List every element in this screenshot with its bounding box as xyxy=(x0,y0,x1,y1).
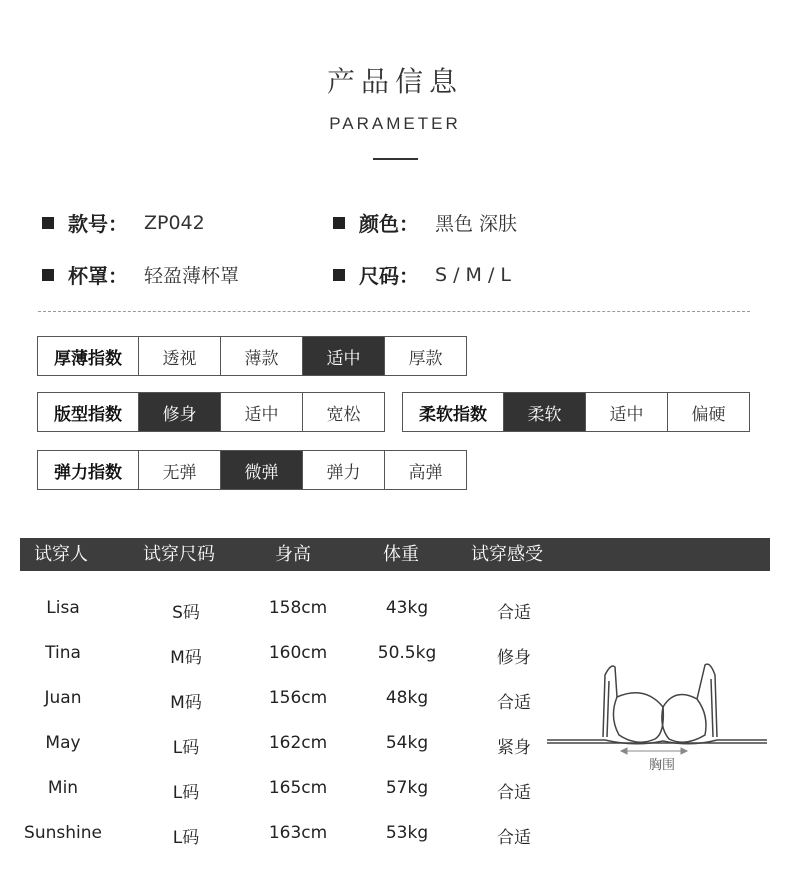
cell-weight: 43kg xyxy=(385,598,429,618)
cell-tester: Lisa xyxy=(46,598,80,618)
cell-tester: Min xyxy=(47,778,79,798)
cell-feel: 合适 xyxy=(497,783,531,803)
cell-height: 163cm xyxy=(268,823,328,843)
bullet-square-icon xyxy=(333,269,345,281)
cell-height: 158cm xyxy=(268,598,328,618)
cell-size: S码 xyxy=(172,603,200,623)
cell-tester: May xyxy=(45,733,81,753)
info-value: S / M / L xyxy=(435,263,511,286)
chest-label: 胸围 xyxy=(649,758,676,773)
dashed-divider xyxy=(38,311,750,312)
cell-feel: 修身 xyxy=(497,648,531,668)
page-title: 产品信息 xyxy=(326,65,463,98)
title-divider xyxy=(373,158,418,160)
cell-weight: 50.5kg xyxy=(377,643,437,663)
cell-size: L码 xyxy=(172,828,200,848)
rating-label: 版型指数 xyxy=(54,404,122,425)
rating-label: 弹力指数 xyxy=(54,462,122,483)
cell-tester: Tina xyxy=(45,643,81,663)
info-key: 款号： xyxy=(68,212,128,236)
rating-option: 适中 xyxy=(220,393,302,431)
info-style-number xyxy=(42,208,205,237)
rating-option: 高弹 xyxy=(384,451,466,489)
cell-size: M码 xyxy=(170,693,202,713)
cell-size: L码 xyxy=(172,738,200,758)
rating-option: 宽松 xyxy=(302,393,384,431)
rating-fit xyxy=(37,392,385,432)
cell-size: L码 xyxy=(172,783,200,803)
info-value: 轻盈薄杯罩 xyxy=(144,265,240,287)
cell-tester: Sunshine xyxy=(24,823,102,843)
cell-height: 165cm xyxy=(268,778,328,798)
rating-label: 柔软指数 xyxy=(419,404,487,425)
bra-diagram-icon xyxy=(545,655,770,784)
rating-option: 偏硬 xyxy=(667,393,749,431)
rating-option-selected: 修身 xyxy=(138,393,220,431)
cell-weight: 53kg xyxy=(385,823,429,843)
cell-feel: 紧身 xyxy=(497,738,531,758)
rating-option-selected: 柔软 xyxy=(503,393,585,431)
column-header: 体重 xyxy=(383,544,419,565)
info-color xyxy=(333,208,517,237)
info-cup xyxy=(42,260,239,289)
cell-feel: 合适 xyxy=(497,693,531,713)
info-key: 颜色： xyxy=(359,212,419,236)
info-key: 杯罩： xyxy=(68,264,128,288)
info-value: ZP042 xyxy=(144,211,205,234)
rating-option: 透视 xyxy=(138,337,220,375)
column-header: 试穿尺码 xyxy=(143,544,215,565)
info-size xyxy=(333,260,511,289)
rating-option: 薄款 xyxy=(220,337,302,375)
page-subtitle: PARAMETER xyxy=(329,114,461,133)
bullet-square-icon xyxy=(42,217,54,229)
rating-label: 厚薄指数 xyxy=(54,348,122,369)
rating-option: 厚款 xyxy=(384,337,466,375)
cell-weight: 54kg xyxy=(385,733,429,753)
cell-tester: Juan xyxy=(44,688,82,708)
cell-size: M码 xyxy=(170,648,202,668)
table-header xyxy=(20,538,770,571)
cell-height: 162cm xyxy=(268,733,328,753)
cell-height: 160cm xyxy=(268,643,328,663)
bullet-square-icon xyxy=(333,217,345,229)
cell-weight: 48kg xyxy=(385,688,429,708)
bullet-square-icon xyxy=(42,269,54,281)
rating-option: 无弹 xyxy=(138,451,220,489)
column-header: 试穿感受 xyxy=(471,544,543,565)
cell-feel: 合适 xyxy=(497,603,531,623)
cell-weight: 57kg xyxy=(385,778,429,798)
info-key: 尺码： xyxy=(359,264,419,288)
info-value: 黑色 深肤 xyxy=(435,213,518,235)
rating-option-selected: 适中 xyxy=(302,337,384,375)
cell-feel: 合适 xyxy=(497,828,531,848)
rating-option: 弹力 xyxy=(302,451,384,489)
rating-option-selected: 微弹 xyxy=(220,451,302,489)
rating-option: 适中 xyxy=(585,393,667,431)
rating-thickness xyxy=(37,336,467,376)
column-header: 试穿人 xyxy=(34,544,88,565)
rating-softness xyxy=(402,392,750,432)
column-header: 身高 xyxy=(275,544,311,565)
rating-elasticity xyxy=(37,450,467,490)
cell-height: 156cm xyxy=(268,688,328,708)
